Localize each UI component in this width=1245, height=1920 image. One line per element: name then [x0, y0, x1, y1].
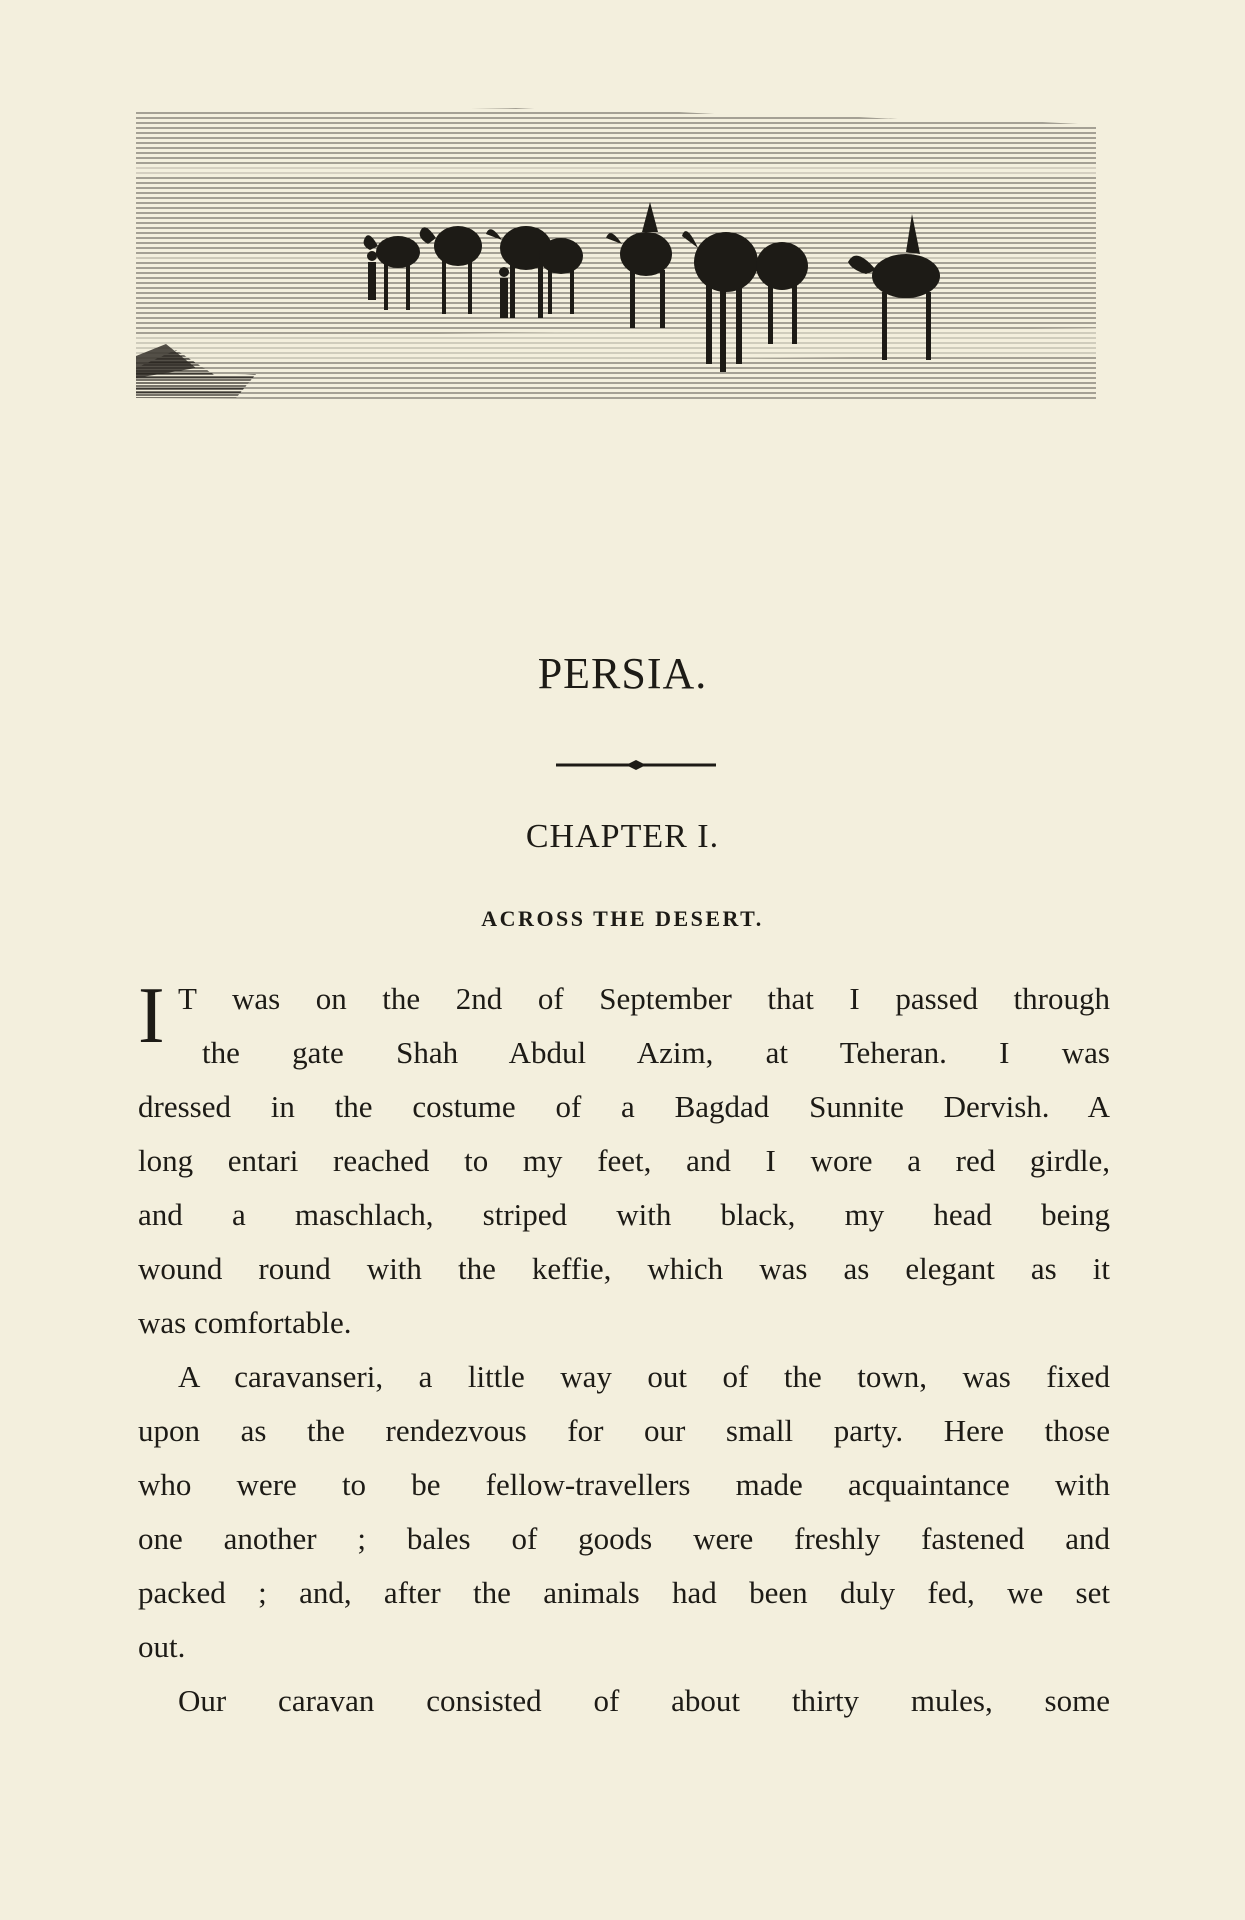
- text-line: and a maschlach, striped with black, my head being: [138, 1197, 1110, 1232]
- caravan-engraving-illustration: [136, 106, 1096, 402]
- chapter-heading: CHAPTER I.: [525, 818, 720, 855]
- book-title: PERSIA.: [537, 649, 708, 698]
- text-line: out.: [138, 1629, 186, 1664]
- text-line: upon as the rendezvous for our small party. Here those: [138, 1413, 1110, 1448]
- text-line: who were to be fellow-travellers made acquaintance with: [138, 1467, 1110, 1502]
- text-line: Our caravan consisted of about thirty mules, some: [178, 1683, 1110, 1718]
- text-line: the gate Shah Abdul Azim, at Teheran. I was: [202, 1035, 1110, 1070]
- text-line: packed ; and, after the animals had been duly fed, we set: [138, 1575, 1110, 1610]
- chapter-body: [138, 972, 1110, 1728]
- text-line: one another ; bales of goods were freshly fastened and: [138, 1521, 1110, 1556]
- text-line: was comfortable.: [138, 1305, 352, 1340]
- text-line: A caravanseri, a little way out of the town, was fixed: [178, 1359, 1110, 1394]
- drop-cap: I: [138, 972, 165, 1060]
- text-line: dressed in the costume of a Bagdad Sunnite Dervish. A: [138, 1089, 1110, 1124]
- chapter-subtitle: ACROSS THE DESERT.: [481, 906, 764, 931]
- ornamental-rule-icon: [556, 758, 716, 772]
- text-line: wound round with the keffie, which was as elegant as it: [138, 1251, 1110, 1286]
- line-text: T was on the 2nd of September that I passed through: [178, 981, 1110, 1016]
- text-line: long entari reached to my feet, and I wore a red girdle,: [138, 1143, 1110, 1178]
